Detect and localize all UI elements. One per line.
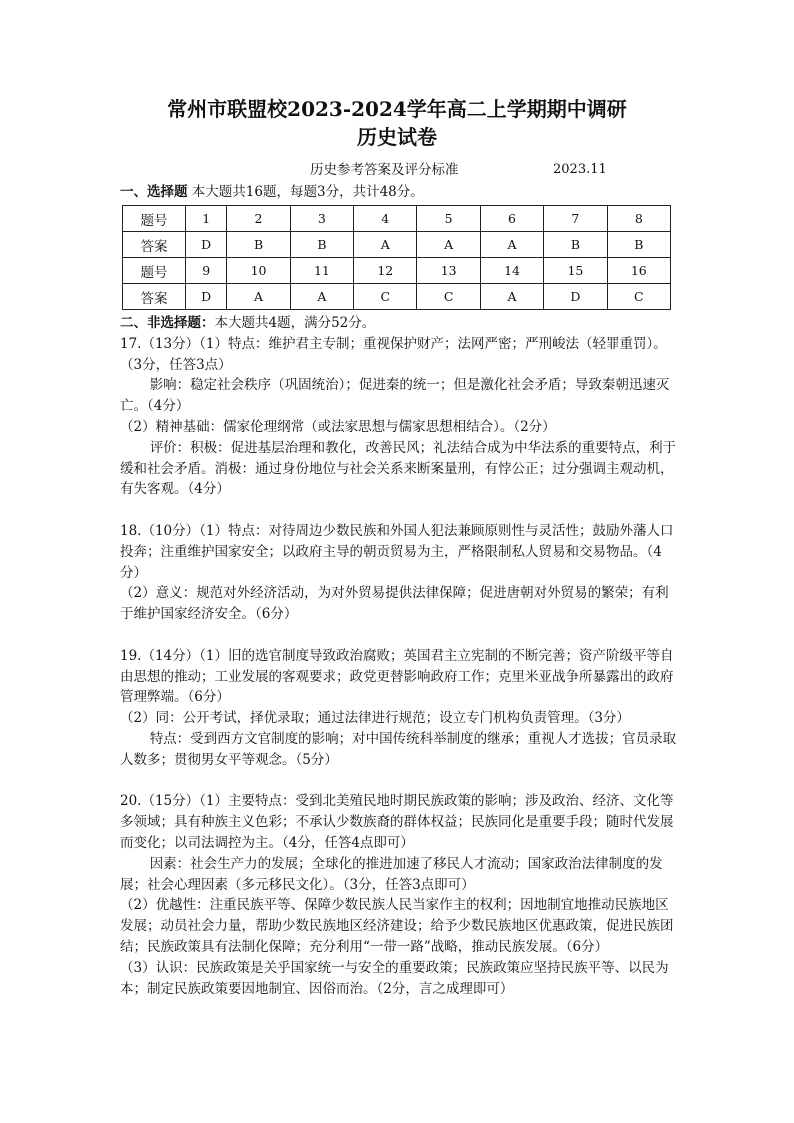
answer-cell: D — [544, 284, 607, 310]
answer-cell: D — [186, 284, 227, 310]
section-2 — [120, 313, 680, 999]
question-number: 6 — [480, 206, 543, 232]
question-number: 8 — [607, 206, 670, 232]
answer-paragraph: 19.（14分）（1）旧的选官制度导致政治腐败；英国君主立宪制的不断完善；资产阶级平等自由思想的推动；工业发展的客观要求；政党更替影响政府工作；克里米亚战争所暴露出的政府管理弊端。（6分） — [120, 647, 674, 706]
question-number: 13 — [417, 258, 480, 284]
answer-paragraph: （2）同：公开考试，择优录取；通过法律进行规范；设立专门机构负责管理。（3分） — [120, 710, 630, 727]
section-1-desc: 本大题共16题，每题3分，共计48分。 — [191, 184, 424, 200]
row-label-answer: 答案 — [123, 232, 186, 258]
exam-title: 常州市联盟校2023-2024学年高二上学期期中调研 — [167, 97, 627, 121]
answer-cell: B — [607, 232, 670, 258]
answer-paragraph: 17.（13分）（1）特点：维护君主专制；重视保护财产；法网严密；严刑峻法（轻罪重罚）。（3分，任答3点） — [120, 335, 667, 373]
question-number: 12 — [354, 258, 417, 284]
answer-cell: A — [480, 232, 543, 258]
answer-cell: A — [354, 232, 417, 258]
answer-paragraph: 评价：积极：促进基层治理和教化，改善民风；礼法结合成为中华法系的重要特点，利于缓和社会矛盾。消极：通过身份地位与社会关系来断案量刑，有悖公正；过分强调主观动机，有失客观。（4分） — [120, 439, 677, 498]
question-number: 11 — [290, 258, 353, 284]
answer-paragraph: 因素：社会生产力的发展；全球化的推进加速了移民人才流动；国家政治法律制度的发展；社会心理因素（多元移民文化）。（3分，任答3点即可） — [120, 855, 663, 893]
section-2-desc: 本大题共4题，满分52分。 — [214, 315, 376, 331]
answer-cell: A — [290, 284, 353, 310]
question-number: 5 — [417, 206, 480, 232]
question-number: 9 — [186, 258, 227, 284]
answer-cell: D — [186, 232, 227, 258]
spacer — [120, 625, 680, 646]
exam-subject-title: 历史试卷 — [357, 125, 437, 149]
question-18-answer — [120, 521, 680, 625]
row-label-question: 题号 — [123, 258, 186, 284]
table-row — [123, 258, 671, 284]
exam-date: 2023.11 — [553, 162, 607, 177]
answer-paragraph: （2）优越性：注重民族平等、保障少数民族人民当家作主的权利；因地制宜地推动民族地区发展；动员社会力量，帮助少数民族地区经济建设；给予少数民族地区优惠政策，促进民族团结；民族政策具有法制化保障；充分利用“一带一路”战略，推动民族发展。（6分） — [120, 897, 674, 955]
question-20-answer — [120, 791, 680, 999]
table-row — [123, 232, 671, 258]
answer-cell: B — [544, 232, 607, 258]
answer-cell: C — [417, 284, 480, 310]
answer-table — [122, 205, 671, 310]
answer-cell: C — [354, 284, 417, 310]
answer-cell: A — [227, 284, 290, 310]
question-number: 4 — [354, 206, 417, 232]
table-row — [123, 206, 671, 232]
answer-key-subtitle: 历史参考答案及评分标准 — [310, 162, 459, 178]
row-label-answer: 答案 — [123, 284, 186, 310]
answer-paragraph: （2）意义：规范对外经济活动，为对外贸易提供法律保障；促进唐朝对外贸易的繁荣；有利于维护国家经济安全。（6分） — [120, 585, 669, 623]
section-2-heading — [120, 313, 680, 334]
section-2-label: 二、非选择题： — [120, 315, 215, 331]
answer-cell: A — [480, 284, 543, 310]
answer-cell: C — [607, 284, 670, 310]
answer-cell: B — [290, 232, 353, 258]
answer-paragraph: 18.（10分）（1）特点：对待周边少数民族和外国人犯法兼顾原则性与灵活性；鼓励外藩人口投奔；注重维护国家安全；以政府主导的朝贡贸易为主，严格限制私人贸易和交易物品。（4分） — [120, 522, 674, 581]
question-number: 15 — [544, 258, 607, 284]
question-number: 3 — [290, 206, 353, 232]
section-1-heading — [120, 182, 424, 202]
question-number: 16 — [607, 258, 670, 284]
question-number: 7 — [544, 206, 607, 232]
spacer — [120, 500, 680, 521]
question-17-answer — [120, 334, 680, 500]
answer-paragraph: 20.（15分）（1）主要特点：受到北美殖民地时期民族政策的影响；涉及政治、经济、文化等多领域；具有种族主义色彩；不承认少数族裔的群体权益；民族同化是重要手段；随时代发展而变化；以司法调控为主。（4分，任答4点即可） — [120, 793, 674, 851]
section-1-label: 一、选择题 — [120, 184, 188, 200]
answer-paragraph: 影响：稳定社会秩序（巩固统治）；促进秦的统一；但是激化社会矛盾；导致秦朝迅速灭亡。（4分） — [120, 377, 670, 415]
question-number: 10 — [227, 258, 290, 284]
question-19-answer — [120, 646, 680, 771]
answer-paragraph: 特点：受到西方文官制度的影响；对中国传统科举制度的继承；重视人才选拔；官员录取人数多；贯彻男女平等观念。（5分） — [120, 730, 677, 768]
answer-paragraph: （3）认识：民族政策是关乎国家统一与安全的重要政策；民族政策应坚持民族平等、以民为本；制定民族政策要因地制宜、因俗而治。（2分，言之成理即可） — [120, 959, 669, 997]
question-number: 2 — [227, 206, 290, 232]
question-number: 14 — [480, 258, 543, 284]
spacer — [120, 771, 680, 792]
answer-cell: B — [227, 232, 290, 258]
answer-cell: A — [417, 232, 480, 258]
table-row — [123, 284, 671, 310]
question-number: 1 — [186, 206, 227, 232]
answer-paragraph: （2）精神基础：儒家伦理纲常（或法家思想与儒家思想相结合）。（2分） — [120, 418, 556, 435]
row-label-question: 题号 — [123, 206, 186, 232]
